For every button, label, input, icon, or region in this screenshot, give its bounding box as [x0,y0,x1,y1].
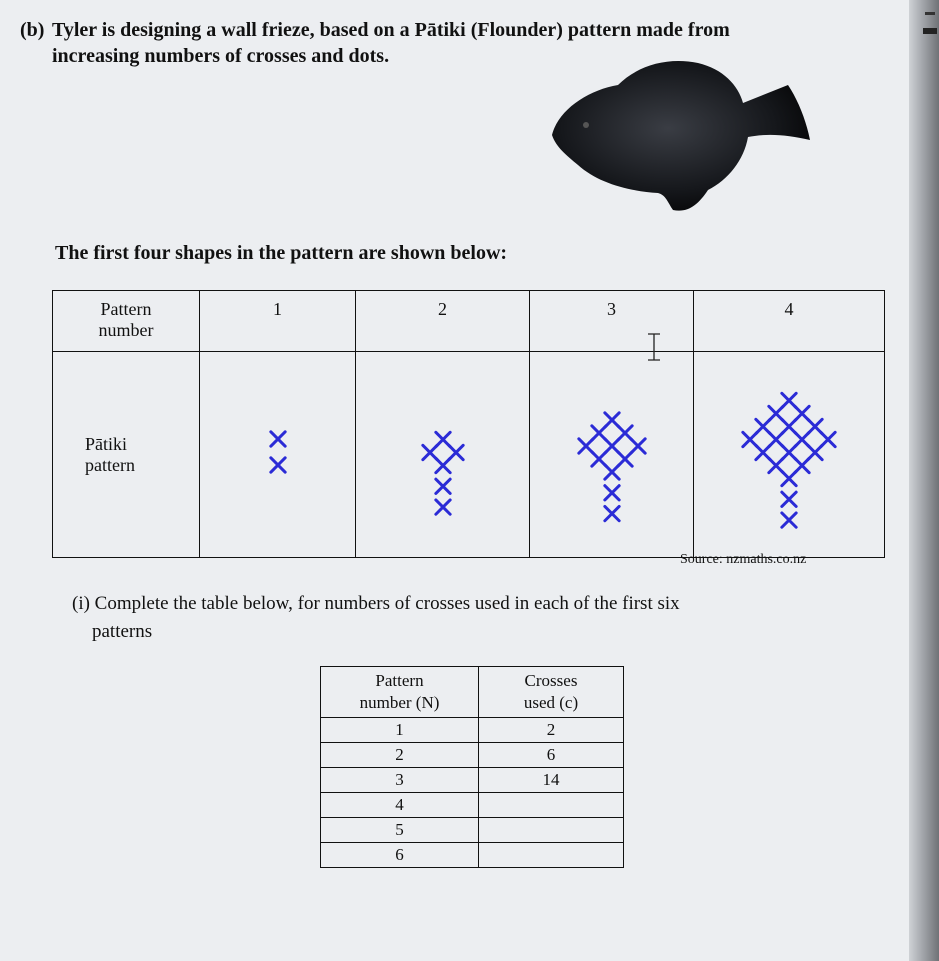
pattern-cell-3 [530,352,694,558]
crosses-cell[interactable]: 6 [479,743,624,768]
header-line: number [98,320,154,340]
screen-bezel [909,0,939,961]
patiki-pattern-label [53,352,200,558]
header-line: number (N) [359,693,440,712]
cross-mark [435,500,449,514]
cross-mark [782,492,796,506]
cross-mark [604,486,618,500]
table-row [321,793,624,818]
cross-mark [782,513,796,527]
pattern-1-crosses [208,352,348,552]
cross-mark [270,458,284,472]
crosses-cell[interactable]: 14 [479,768,624,793]
pattern-number-1: 1 [200,291,356,352]
pattern-4-crosses [699,352,879,552]
pattern-number-4: 4 [694,291,885,352]
table-row [321,818,624,843]
crosses-cell[interactable] [479,818,624,843]
cross-mark [270,432,284,446]
question-i-line-1: (i) Complete the table below, for numbers of crosses used in each of the first six [72,593,680,614]
pattern-cell-4 [694,352,885,558]
pattern-number-cell: 1 [321,718,479,743]
pattern-number-cell: 3 [321,768,479,793]
header-line: Pattern [375,671,424,690]
bezel-mark [923,28,937,34]
crosses-cell[interactable] [479,793,624,818]
flounder-fish-icon [548,55,813,215]
table-row [321,843,624,868]
question-i-text [72,590,792,646]
source-credit: Source: nzmaths.co.nz [680,552,807,567]
row-label-line: Pātiki [85,433,128,454]
crosses-answer-table [320,666,624,868]
pattern-cell-2 [356,352,530,558]
pattern-number-3: 3 [530,291,694,352]
question-i-line-2: patterns [92,621,153,642]
pattern-number-2: 2 [356,291,530,352]
pattern-3-crosses [537,352,687,552]
patiki-pattern-table [52,290,885,558]
table-row [321,718,624,743]
row-label-line: pattern [85,454,135,475]
header-line: Crosses [524,671,578,690]
shapes-intro-text: The first four shapes in the pattern are shown below: [55,242,508,264]
question-line-2: increasing numbers of crosses and dots. [52,45,390,67]
crosses-cell[interactable] [479,843,624,868]
pattern-number-cell: 2 [321,743,479,768]
pattern-number-cell: 5 [321,818,479,843]
pattern-number-cell: 4 [321,793,479,818]
cross-mark [604,506,618,520]
cross-mark [435,479,449,493]
col-pattern-number-header [321,667,479,718]
col-crosses-used-header [479,667,624,718]
cross-mark [435,458,449,472]
cross-mark [604,465,618,479]
question-line-1: Tyler is designing a wall frieze, based on a Pātiki (Flounder) pattern made from [52,19,730,41]
header-line: Pattern [100,299,152,319]
table-row [321,743,624,768]
pattern-number-cell: 6 [321,843,479,868]
pattern-number-header [53,291,200,352]
question-label: (b) [20,19,45,41]
pattern-2-crosses [363,352,523,552]
bezel-mark [925,12,935,15]
cross-mark [782,471,796,485]
header-line: used (c) [523,693,579,712]
table-row [321,768,624,793]
crosses-cell[interactable]: 2 [479,718,624,743]
pattern-cell-1 [200,352,356,558]
text-cursor-icon [647,333,661,361]
